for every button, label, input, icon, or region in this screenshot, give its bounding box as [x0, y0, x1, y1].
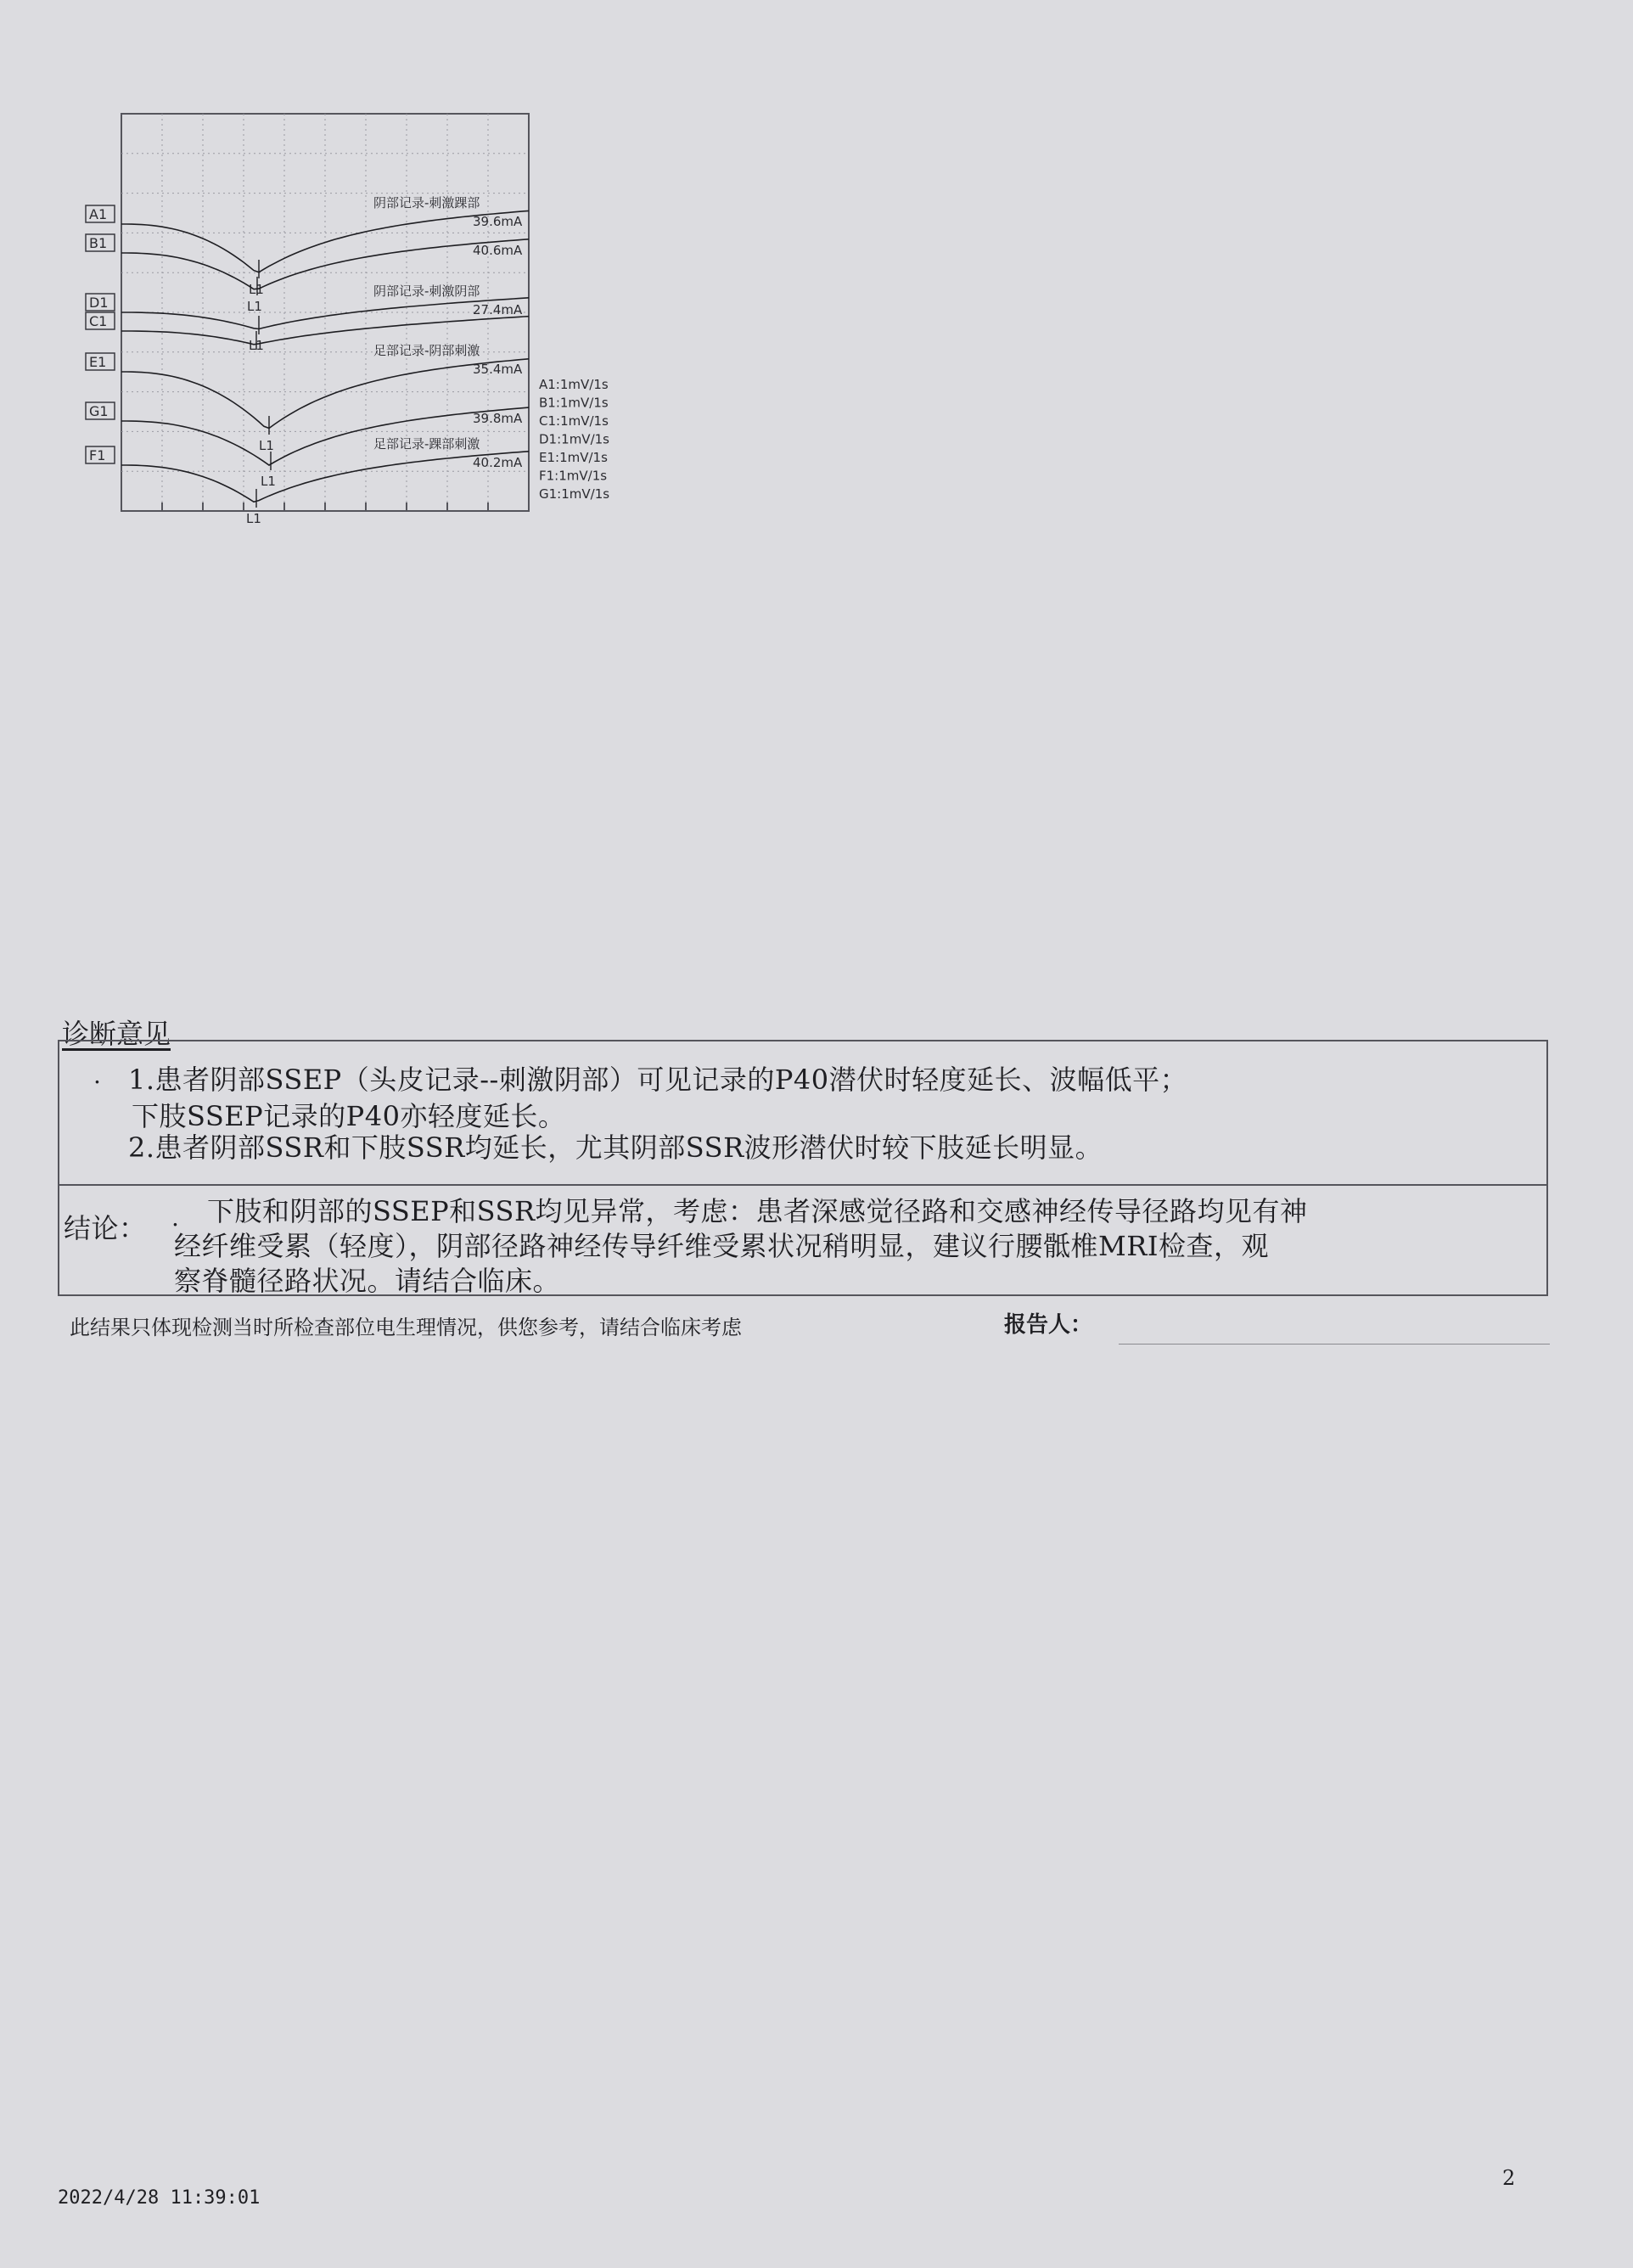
stimulus-current: 27.4mA: [473, 302, 523, 317]
stimulus-current: 39.8mA: [473, 411, 523, 426]
reporter-label: 报告人：: [1004, 1312, 1093, 1338]
latency-marker-label: L1: [259, 438, 274, 453]
channel-label: A1: [89, 206, 108, 222]
stimulus-current: 40.6mA: [473, 243, 523, 258]
conclusion-line-1: 下肢和阴部的SSEP和SSR均见异常，考虑：患者深感觉径路和交感神经传导径路均见有神: [207, 1195, 1308, 1227]
sensitivity-label: A1:1mV/1s: [539, 377, 609, 392]
channel-label: D1: [89, 295, 109, 311]
finding-line-2: 下肢SSEP记录的P40亦轻度延长。: [132, 1100, 566, 1132]
sensitivity-label: D1:1mV/1s: [539, 431, 609, 447]
waveform-trace: [121, 317, 529, 345]
channel-label: G1: [89, 403, 109, 419]
disclaimer-text: 此结果只体现检测当时所检查部位电生理情况，供您参考，请结合临床考虑: [70, 1316, 742, 1339]
latency-marker-label: L1: [247, 299, 262, 314]
latency-marker-label: L1: [246, 511, 261, 526]
conclusion-line-2: 经纤维受累（轻度），阴部径路神经传导纤维受累状况稍明显，建议行腰骶椎MRI检查，观: [174, 1230, 1270, 1262]
stimulation-label: 足部记录-踝部刺激: [373, 436, 480, 452]
bullet-mark: .: [171, 1204, 179, 1232]
channel-label: F1: [89, 447, 106, 463]
channel-label: C1: [89, 313, 108, 329]
channel-label: B1: [89, 235, 108, 251]
stimulus-current: 39.6mA: [473, 214, 523, 229]
sensitivity-label: C1:1mV/1s: [539, 413, 609, 429]
stimulation-label: 阴部记录-刺激踝部: [373, 195, 480, 211]
stimulation-label: 足部记录-阴部刺激: [373, 343, 480, 358]
finding-line-1: 1.患者阴部SSEP（头皮记录--刺激阴部）可见记录的P40潜伏时轻度延长、波幅低平；: [128, 1064, 1188, 1096]
signature-line: [1119, 1344, 1550, 1345]
sensitivity-label: F1:1mV/1s: [539, 468, 608, 484]
stimulus-current: 40.2mA: [473, 455, 523, 470]
diagnosis-heading: 诊断意见: [62, 1018, 171, 1050]
channel-label: E1: [89, 354, 107, 370]
finding-line-3: 2.患者阴部SSR和下肢SSR均延长，尤其阴部SSR波形潜伏时较下肢延长明显。: [128, 1131, 1103, 1164]
stimulation-label: 阴部记录-刺激阴部: [373, 284, 480, 299]
page-number: 2: [1502, 2166, 1516, 2190]
print-timestamp: 2022/4/28 11:39:01: [58, 2187, 261, 2209]
latency-marker-label: L1: [249, 282, 264, 297]
conclusion-line-3: 察脊髓径路状况。请结合临床。: [174, 1265, 561, 1297]
stimulus-current: 35.4mA: [473, 362, 523, 377]
sensitivity-label: G1:1mV/1s: [539, 486, 610, 502]
latency-marker-label: L1: [261, 474, 276, 489]
sensitivity-label: B1:1mV/1s: [539, 395, 609, 411]
conclusion-label: 结论：: [64, 1212, 147, 1244]
bullet-mark: .: [93, 1061, 101, 1089]
sensitivity-label: E1:1mV/1s: [539, 450, 608, 465]
latency-marker-label: L1: [249, 338, 264, 353]
waveform-chart: [81, 109, 641, 526]
